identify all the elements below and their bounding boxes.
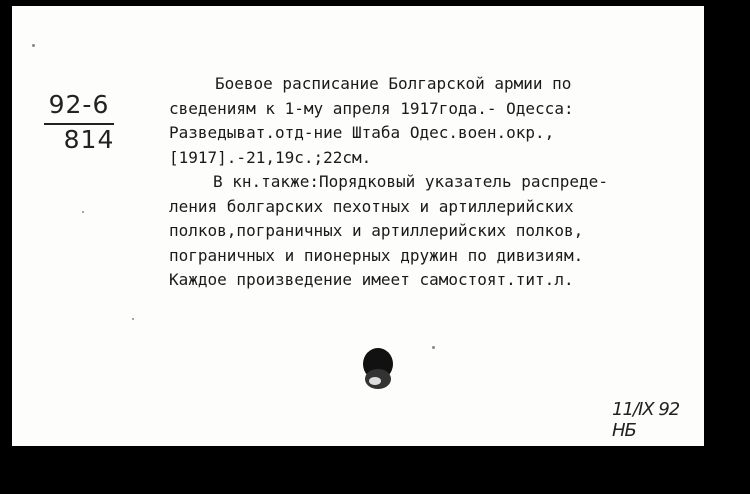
note-line-3: полков,пограничных и артиллерийских полков, [169, 221, 584, 240]
dust-speck [32, 44, 35, 47]
collation-line: [1917].-21,19с.;22см. [169, 147, 372, 167]
note-line-2: ления болгарских пехотных и артиллерийских [169, 196, 574, 216]
shelfmark [44, 90, 124, 155]
catalog-card [12, 6, 704, 446]
note-line-4: пограничных и пионерных дружин по дивизиям. [169, 245, 584, 265]
dust-speck [82, 211, 84, 213]
note-line-1: В кн.также:Порядковый указатель распреде- [213, 172, 608, 191]
card-description [169, 72, 704, 293]
punch-hole-icon [361, 343, 395, 393]
imprint-line: Разведыват.отд-ние Штаба Одес.воен.окр., [169, 123, 555, 142]
note-line-5: Каждое произведение имеет самостоят.тит.л. [169, 270, 574, 289]
handwritten-date-note: 11/IX 92 НБ [612, 399, 680, 441]
title-line-1: Боевое расписание Болгарской армии по [215, 74, 572, 93]
dust-speck [432, 346, 435, 349]
title-line-2: сведениям к 1-му апреля 1917года.- Одесса: [169, 98, 574, 118]
shelfmark-top: 92-6 [44, 90, 114, 125]
dust-speck [132, 318, 134, 320]
shelfmark-bottom: 814 [63, 125, 115, 154]
